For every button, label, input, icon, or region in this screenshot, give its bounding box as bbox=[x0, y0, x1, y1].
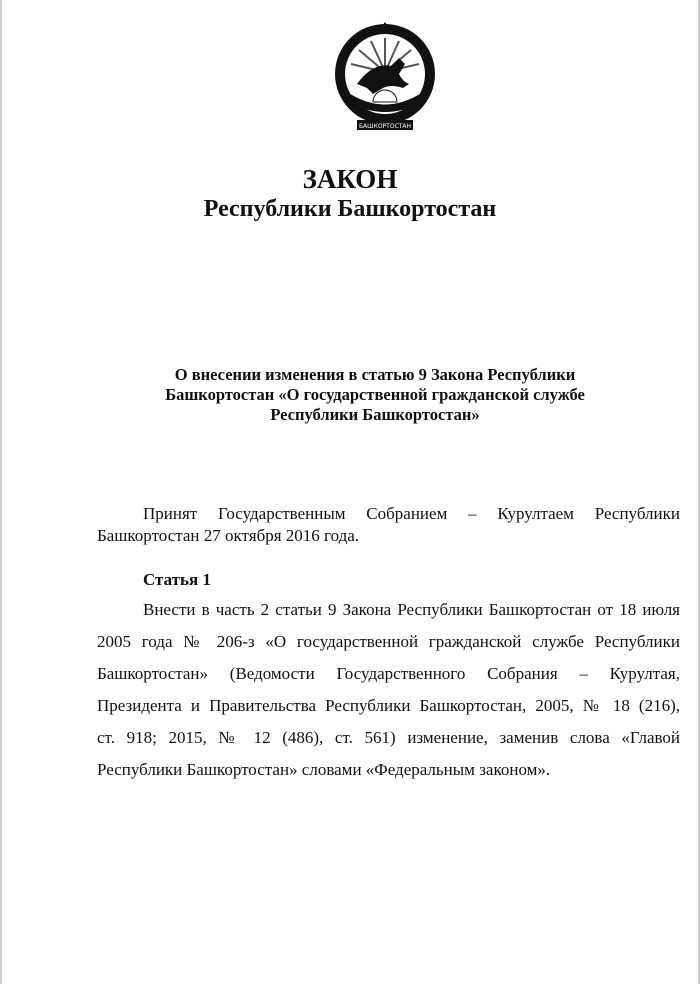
article-line: 2005 года № 206-з «О государственной гражданской службе Республики bbox=[97, 632, 680, 651]
coat-of-arms-emblem bbox=[333, 22, 437, 146]
article-line: ст. 918; 2015, № 12 (486), ст. 561) изменение, заменив слова «Главой bbox=[97, 728, 680, 747]
svg-text:БАШКОРТОСТАН: БАШКОРТОСТАН bbox=[358, 123, 412, 130]
heading-line: Республики Башкортостан» bbox=[270, 405, 480, 424]
adopted-line: Принят Государственным Собранием – Курултаем Республики bbox=[143, 504, 680, 523]
article-title: Статья 1 bbox=[143, 570, 211, 589]
document-subtitle: Республики Башкортостан bbox=[203, 196, 497, 222]
article-line: Республики Башкортостан» словами «Федеральным законом». bbox=[97, 760, 551, 779]
heading-line: Башкортостан «О государственной гражданской службе bbox=[165, 385, 585, 404]
article-line: Башкортостан» (Ведомости Государственного Собрания – Курултая, bbox=[97, 664, 680, 683]
article-line: Президента и Правительства Республики Башкортостан, 2005, № 18 (216), bbox=[97, 696, 680, 715]
law-heading bbox=[90, 365, 660, 425]
adopted-line: Башкортостан 27 октября 2016 года. bbox=[97, 526, 360, 545]
document-title: ЗАКОН bbox=[302, 164, 398, 194]
scan-edge-left bbox=[0, 0, 2, 984]
heading-line: О внесении изменения в статью 9 Закона Республики bbox=[174, 365, 576, 384]
article-line: Внести в часть 2 статьи 9 Закона Республики Башкортостан от 18 июля bbox=[143, 600, 680, 619]
